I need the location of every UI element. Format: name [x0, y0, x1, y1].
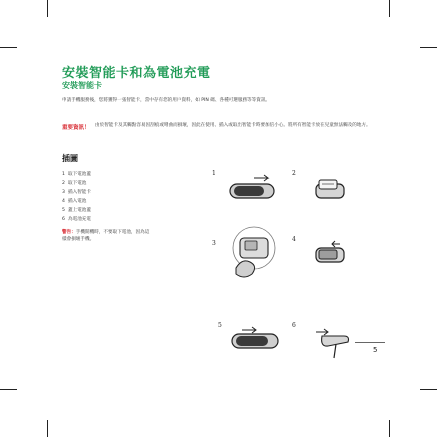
crop-mark [420, 389, 437, 390]
crop-mark [47, 0, 48, 17]
note-text: 由於智能卡及其觸點容易因刮痕或彎曲而損壞，因此在使用、插入或取出智能卡時要加倍小心。將所有智能卡放在兒童無法觸及的地方。 [95, 123, 371, 128]
replace-cover-illustration [228, 326, 282, 354]
figure-label-1: 1 [212, 170, 216, 177]
figure-label-2: 2 [292, 170, 296, 177]
charge-battery-illustration [312, 326, 358, 360]
insert-battery-illustration [310, 240, 350, 270]
section-subtitle: 安裝智能卡 [62, 81, 102, 90]
crop-mark [389, 420, 390, 437]
warning-label: 警告： [62, 230, 76, 235]
list-item: 2 取下電池 [62, 181, 87, 186]
list-item: 4 插入電池 [62, 199, 87, 204]
note-label: 重要資訊！ [62, 125, 90, 131]
crop-mark [47, 420, 48, 437]
figure-label-5: 5 [218, 322, 222, 329]
crop-mark [0, 47, 17, 48]
list-item: 1 取下電池蓋 [62, 172, 91, 177]
page-title: 安裝智能卡和為電池充電 [62, 66, 211, 81]
figure-label-4: 4 [292, 236, 296, 243]
remove-cover-illustration [224, 174, 280, 204]
intro-paragraph: 申請手機服務後，您將獲得一張智能卡，當中存有您的用戶資料，如 PIN 碼、各種可選服務等等資訊。 [62, 98, 271, 103]
list-item: 6 為電池充電 [62, 217, 91, 222]
crop-mark [420, 47, 437, 48]
warning-text: 手機開機時，不要取下電池，因為這樣會損壞手機。 [62, 230, 150, 242]
steps-list [62, 170, 91, 224]
figure-label-6: 6 [292, 322, 296, 329]
insert-sim-illustration [228, 222, 282, 280]
warning-note [62, 230, 152, 244]
crop-mark [389, 0, 390, 17]
figure-label-3: 3 [212, 240, 216, 247]
crop-mark [0, 389, 17, 390]
steps-title: 插圖 [62, 154, 78, 163]
list-item: 5 蓋上電池蓋 [62, 208, 91, 213]
footer-rule [355, 342, 385, 343]
list-item: 3 插入智能卡 [62, 190, 91, 195]
page-number: 5 [373, 346, 378, 354]
remove-battery-illustration [310, 176, 350, 206]
